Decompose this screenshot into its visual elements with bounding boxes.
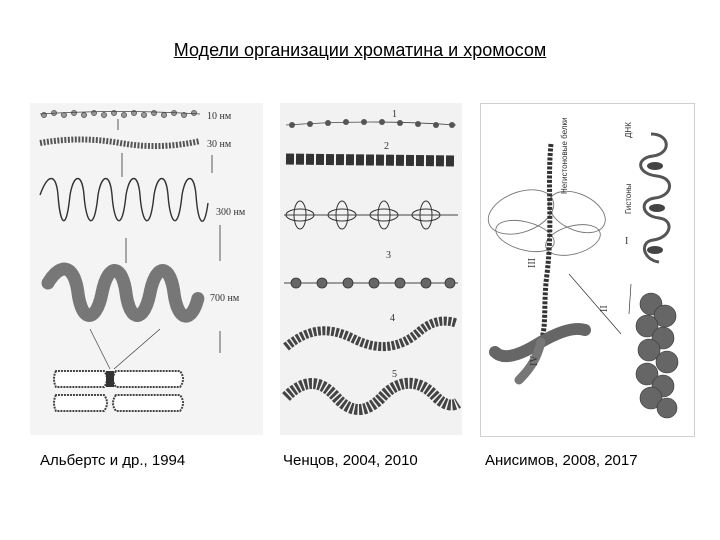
label-nonhistone: Негистоновые белки	[560, 117, 569, 194]
label-10nm: 10 нм	[207, 111, 232, 122]
slide-title: Модели организации хроматина и хромосом	[173, 40, 547, 60]
label-1: 1	[392, 109, 397, 120]
label-4: 4	[390, 313, 395, 324]
caption-anisimov: Анисимов, 2008, 2017	[485, 452, 638, 469]
anisimov-illustration	[481, 104, 694, 436]
label-3: 3	[386, 250, 391, 261]
figure-anisimov	[480, 103, 695, 437]
caption-alberts: Альбертс и др., 1994	[40, 452, 186, 469]
label-2: 2	[384, 141, 389, 152]
label-roman-4: IV	[529, 355, 540, 366]
chentsov-illustration	[280, 103, 462, 435]
figure-alberts	[30, 103, 263, 435]
caption-chentsov: Ченцов, 2004, 2010	[283, 452, 418, 469]
label-roman-2: II	[599, 305, 610, 312]
label-700nm: 700 нм	[210, 293, 240, 304]
label-5: 5	[392, 369, 397, 380]
label-300nm: 300 нм	[216, 207, 246, 218]
label-histones: Гистоны	[624, 183, 633, 214]
figure-chentsov	[280, 103, 462, 435]
label-roman-1: I	[625, 236, 629, 247]
label-dna: ДНК	[624, 122, 633, 138]
label-roman-3: III	[527, 258, 538, 268]
label-30nm: 30 нм	[207, 139, 232, 150]
alberts-illustration	[30, 103, 263, 435]
